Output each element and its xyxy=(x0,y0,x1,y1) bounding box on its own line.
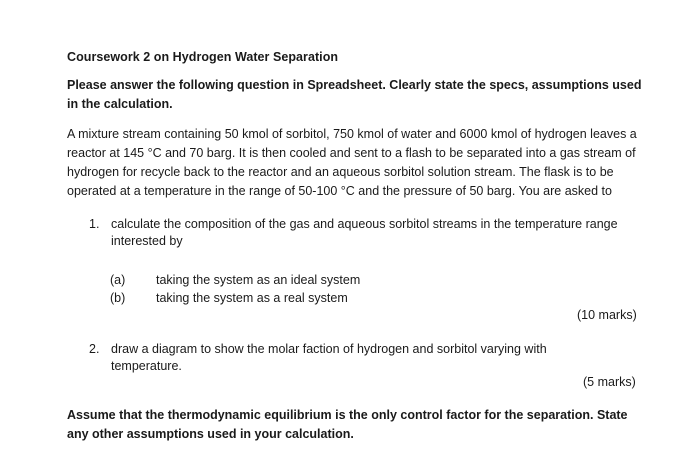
question-2-marks: (5 marks) xyxy=(583,375,636,389)
question-1 xyxy=(89,216,649,250)
subpart-a xyxy=(110,271,360,289)
subpart-b-label: (b) xyxy=(110,291,126,305)
subpart-b xyxy=(110,289,360,307)
subpart-b-text: taking the system as a real system xyxy=(156,291,348,305)
question-2 xyxy=(89,341,579,375)
question-1-number: 1. xyxy=(89,217,100,231)
subpart-a-text: taking the system as an ideal system xyxy=(156,273,361,287)
question-2-text: draw a diagram to show the molar faction of hydrogen and sorbitol varying with temperature. xyxy=(111,342,547,373)
question-1-subparts xyxy=(110,271,360,307)
question-1-text: calculate the composition of the gas and aqueous sorbitol streams in the temperature range interested by xyxy=(111,217,618,248)
closing-statement: Assume that the thermodynamic equilibrium is the only control factor for the separation. State any other assumptions used in your calculation. xyxy=(67,408,628,441)
instruction-text: Please answer the following question in Spreadsheet. Clearly state the specs, assumptions used in the calculation. xyxy=(67,78,642,111)
question-1-marks: (10 marks) xyxy=(577,308,637,322)
subpart-a-label: (a) xyxy=(110,273,126,287)
question-2-number: 2. xyxy=(89,342,100,356)
problem-statement: A mixture stream containing 50 kmol of sorbitol, 750 kmol of water and 6000 kmol of hydrogen leaves a reactor at 145 °C and 70 barg. It is then cooled and sent to a flash to be separated into a gas stream of hydrogen for recycle back to the reactor and an aqueous sorbitol solution stream. The flask is to be operated at a temperature in the range of 50-100 °C and the pressure of 50 barg. You are asked to xyxy=(67,127,637,198)
document-title: Coursework 2 on Hydrogen Water Separation xyxy=(67,50,339,64)
